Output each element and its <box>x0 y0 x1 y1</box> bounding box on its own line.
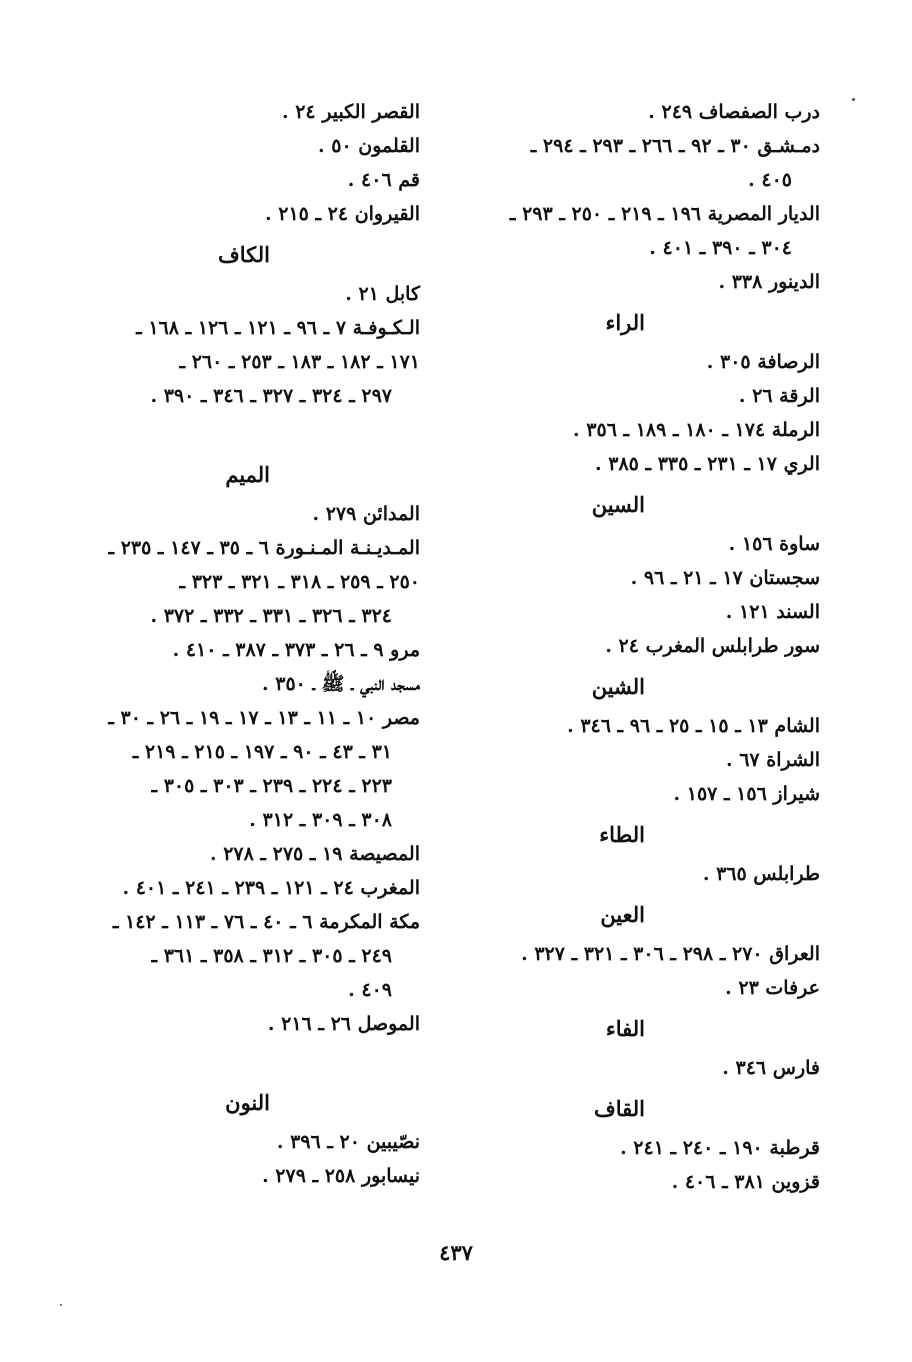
index-entry: الرملة ١٧٤ ـ ١٨٠ ـ ١٨٩ ـ ٣٥٦ . <box>573 419 820 441</box>
index-entry: الموصل ٢٦ ـ ٢١٦ . <box>267 1013 420 1035</box>
index-entry: نصّيبين ٢٠ ـ ٣٩٦ . <box>276 1131 420 1153</box>
index-entry: الشراة ٦٧ . <box>725 749 820 771</box>
index-entry-continuation: ٤٠٥ . <box>748 169 792 191</box>
section-spacer <box>70 413 420 451</box>
index-entry-continuation: ٤٠٩ . <box>348 979 392 1001</box>
index-entry: مرو ٩ ـ ٢٦ ـ ٣٧٣ ـ ٣٨٧ ـ ٤١٠ . <box>172 639 420 661</box>
scan-speck <box>60 1304 62 1306</box>
index-entry: دمـشـق ٣٠ ـ ٩٢ ـ ٢٦٦ ـ ٢٩٣ ـ ٢٩٤ ـ <box>530 135 820 157</box>
index-entry: الرصافة ٣٠٥ . <box>706 351 820 373</box>
letter-heading: الفاء <box>605 1016 645 1041</box>
letter-heading: الراء <box>605 310 645 335</box>
index-entry: عرفات ٢٣ . <box>725 977 820 999</box>
index-entry: الـكـوفـة ٧ ـ ٩٦ ـ ١٢١ ـ ١٢٦ ـ ١٦٨ ـ <box>136 317 420 339</box>
index-entry: ساوة ١٥٦ . <box>728 533 820 555</box>
index-entry: المـديـنـة المـنـورة ٦ ـ ٣٥ ـ ١٤٧ ـ ٢٣٥ ـ <box>108 537 420 559</box>
index-entry: القيروان ٢٤ ـ ٢١٥ . <box>265 203 420 225</box>
index-entry: شيراز ١٥٦ ـ ١٥٧ . <box>673 783 820 805</box>
index-entry-continuation: ٢٢٣ ـ ٢٢٤ ـ ٢٣٩ ـ ٣٠٣ ـ ٣٠٥ ـ <box>151 775 392 797</box>
page-number: ٤٣٧ <box>439 1240 473 1265</box>
index-entry: الديار المصرية ١٩٦ ـ ٢١٩ ـ ٢٥٠ ـ ٢٩٣ ـ <box>509 203 820 225</box>
index-entry: الري ١٧ ـ ٢٣١ ـ ٣٣٥ ـ ٣٨٥ . <box>595 453 820 475</box>
index-entry: المغرب ٢٤ ـ ١٢١ ـ ٢٣٩ ـ ٢٤١ ـ ٤٠١ . <box>122 877 420 899</box>
index-entry: قزوين ٣٨١ ـ ٤٠٦ . <box>671 1171 820 1193</box>
index-entry: طرابلس ٣٦٥ . <box>702 863 820 885</box>
index-entry: الرقة ٢٦ . <box>738 385 820 407</box>
index-entry: القصر الكبير ٢٤ . <box>281 101 420 123</box>
index-entry: نيسابور ٢٥٨ ـ ٢٧٩ . <box>262 1165 420 1187</box>
index-entry: درب الصفصاف ٢٤٩ . <box>648 101 820 123</box>
index-entry: فارس ٣٤٦ . <box>722 1057 820 1079</box>
letter-heading: الميم <box>225 462 270 487</box>
index-column-right <box>472 95 820 1199</box>
index-entry-continuation: ٢٩٧ ـ ٣٢٤ ـ ٣٢٧ ـ ٣٤٦ ـ ٣٩٠ . <box>150 385 392 407</box>
index-entry-continuation: ٣٠٤ ـ ٣٩٠ ـ ٤٠١ . <box>649 237 792 259</box>
letter-heading: السين <box>591 492 645 517</box>
index-entry: كابل ٢١ . <box>345 283 420 305</box>
index-entry: قم ٤٠٦ . <box>347 169 420 191</box>
section-spacer <box>70 1041 420 1079</box>
letter-heading: النون <box>225 1090 270 1115</box>
index-entry: مسجد النبي ـ ﷺ ـ ٣٥٠ . <box>262 673 420 695</box>
index-entry: مكة المكرمة ٦ ـ ٤٠ ـ ٧٦ ـ ١١٣ ـ ١٤٢ ـ <box>112 911 420 933</box>
index-entry: القلمون ٥٠ . <box>318 135 420 157</box>
letter-heading: الطاء <box>599 822 645 847</box>
index-entry-continuation: ٣٢٤ ـ ٣٢٦ ـ ٣٣١ ـ ٣٣٢ ـ ٣٧٢ . <box>150 605 392 627</box>
letter-heading: القاف <box>593 1096 645 1121</box>
index-entry: السند ١٢١ . <box>725 601 820 623</box>
index-entry: سور طرابلس المغرب ٢٤ . <box>605 635 820 657</box>
index-entry: مصر ١٠ ـ ١١ ـ ١٣ ـ ١٧ ـ ١٩ ـ ٢٦ ـ ٣٠ ـ <box>108 707 420 729</box>
index-entry: قرطبة ١٩٠ ـ ٢٤٠ ـ ٢٤١ . <box>620 1137 820 1159</box>
index-entry-continuation: ٢٤٩ ـ ٣٠٥ ـ ٣١٢ ـ ٣٥٨ ـ ٣٦١ ـ <box>151 945 392 967</box>
index-entry-continuation: ٣٠٨ ـ ٣٠٩ ـ ٣١٢ . <box>249 809 392 831</box>
index-entry: المصيصة ١٩ ـ ٢٧٥ ـ ٢٧٨ . <box>209 843 420 865</box>
index-entry-continuation: ١٧١ ـ ١٨٢ ـ ١٨٣ ـ ٢٥٣ ـ ٢٦٠ ـ <box>179 351 420 373</box>
scan-speck <box>852 98 855 101</box>
index-entry: الدينور ٣٣٨ . <box>718 271 820 293</box>
letter-heading: العين <box>600 902 645 927</box>
index-entry: المدائن ٢٧٩ . <box>312 503 420 525</box>
index-entry-continuation: ٣١ ـ ٤٣ ـ ٩٠ ـ ١٩٧ ـ ٢١٥ ـ ٢١٩ ـ <box>132 741 392 763</box>
letter-heading: الكاف <box>218 242 270 267</box>
index-entry: الشام ١٣ ـ ١٥ ـ ٢٥ ـ ٩٦ ـ ٣٤٦ . <box>567 715 820 737</box>
index-entry: العراق ٢٧٠ ـ ٢٩٨ ـ ٣٠٦ ـ ٣٢١ ـ ٣٢٧ . <box>521 943 820 965</box>
index-entry-continuation: ٢٥٠ ـ ٢٥٩ ـ ٣١٨ ـ ٣٢١ ـ ٣٢٣ ـ <box>179 571 420 593</box>
letter-heading: الشين <box>591 674 645 699</box>
index-entry: سجستان ١٧ ـ ٢١ ـ ٩٦ . <box>630 567 820 589</box>
index-column-left <box>70 95 420 1193</box>
